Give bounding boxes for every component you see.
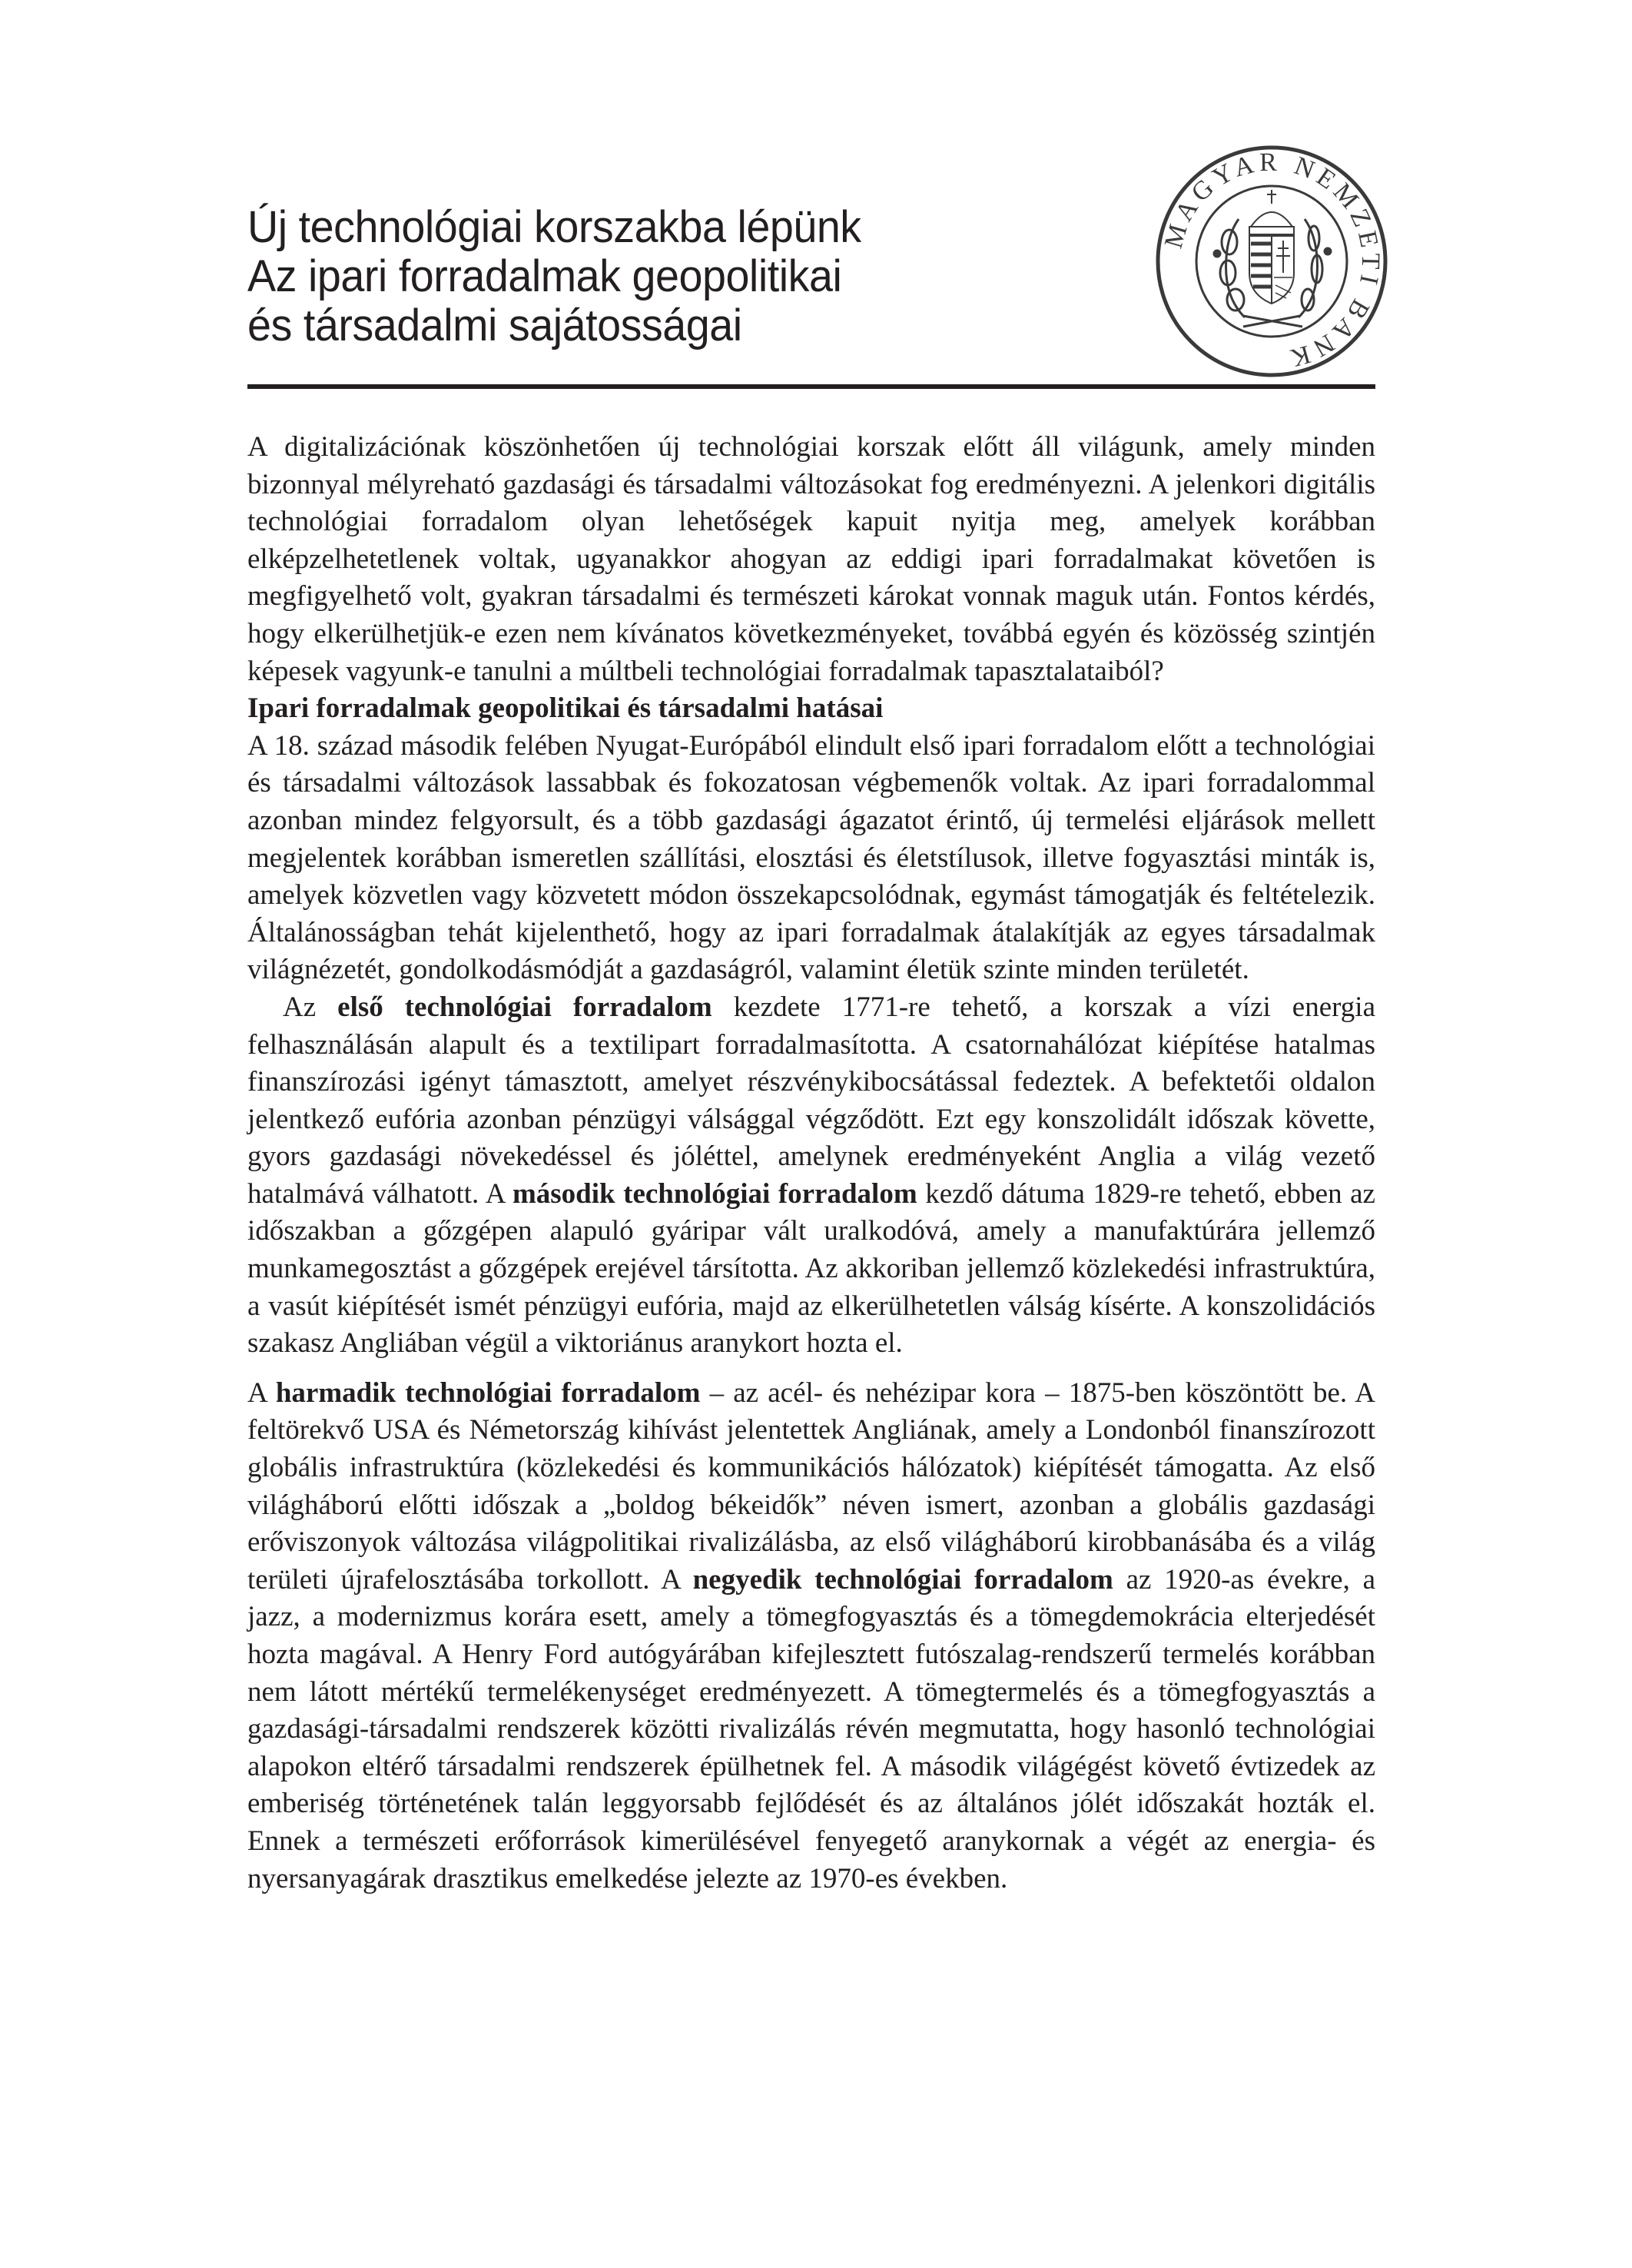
mnb-seal-logo-icon (1153, 142, 1391, 380)
text-run: Az (283, 991, 338, 1023)
page-title (247, 203, 1169, 350)
section-heading: Ipari forradalmak geopolitikai és társadalmi hatásai (247, 692, 884, 725)
text-run: – az acél- és nehézipar kora – 1875-ben köszöntött be. A feltörekvő USA és Németország kihívást jelentettek Angliának, amely a Londonból finanszírozott globális infrastruktúra (közlekedési és kommunikációs hálózatok) kiépítését támogatta. Az első világháború előtti időszak a „boldog békeidők” néven ismert, azonban a globális gazdasági erőviszonyok változása világpolitikai rivalizálásba, az első világháború kirobbanásába és a világ területi újrafelosztásába torkollott. A (247, 1376, 1376, 1596)
bold-term-second-revolution: második technológiai forradalom (512, 1177, 917, 1210)
olive-branch-icon (1299, 219, 1331, 317)
crown-icon (1249, 190, 1294, 234)
seal-ring-text: MAGYAR NEMZETI BANK (1159, 148, 1385, 374)
coat-of-arms-icon (1249, 236, 1294, 304)
body-paragraph-3 (247, 1375, 1375, 1898)
text-run: kezdő dátuma 1829-re tehető, ebben az időszakban a gőzgépen alapuló gyáripar vált uralkodóvá, amely a manufaktúrára jellemző munkamegosztást a gőzgépek erejével társította. Az akkoriban jellemző közlekedési infrastruktúra, a vasút kiépítését ismét pénzügyi eufória, majd az elkerülhetetlen válság kísérte. A konszolidációs szakasz Angliában végül a viktoriánus aranykort hozta el. (247, 1177, 1375, 1360)
text-run: A (247, 1376, 276, 1409)
title-line-3: és társadalmi sajátosságai (247, 301, 742, 350)
bold-term-third-revolution: harmadik technológiai forradalom (275, 1376, 701, 1409)
text-run: az 1920-as évekre, a jazz, a modernizmus korára esett, amely a tömegfogyasztás és a tömegdemokrácia elterjedését hozta magával. A Henry Ford autógyárában kifejlesztett futószalag-rendszerű termelés korábban nem látott mértékű termelékenységet eredményezett. A tömegtermelés és a tömegfogyasztás a gazdasági-társadalmi rendszerek közötti rivalizálás révén megmutatta, hogy hasonló technológiai alapokon eltérő társadalmi rendszerek épülhetnek fel. A második világégést követő évtizedek az emberiség történetének talán leggyorsabb fejlődését és az általános jólét időszakát hozták el. Ennek a természeti erőforrások kimerülésével fenyegető aranykornak a végét az energia- és nyersanyagárak drasztikus emelkedése jelezte az 1970-es években. (247, 1563, 1375, 1894)
title-line-1: Új technológiai korszakba lépünk (247, 202, 861, 252)
bold-term-first-revolution: első technológiai forradalom (337, 991, 712, 1023)
title-divider (247, 384, 1375, 389)
title-line-2: Az ipari forradalmak geopolitikai (247, 251, 842, 301)
oak-branch-icon (1214, 219, 1245, 317)
intro-paragraph: A digitalizációnak köszönhetően új technológiai korszak előtt áll világunk, amely minden bizonnyal mélyreható gazdasági és társadalmi változásokat fog eredményezni. A jelenkori digitális technológiai forradalom olyan lehetőségek kapuit nyitja meg, amelyek korábban elképzelhetetlenek voltak, ugyanakkor ahogyan az eddigi ipari forradalmakat követően is megfigyelhető volt, gyakran társadalmi és természeti károkat vonnak maguk után. Fontos kérdés, hogy elkerülhetjük-e ezen nem kívánatos következményeket, továbbá egyén és közösség szintjén képesek vagyunk-e tanulni a múltbeli technológiai forradalmak tapasztalataiból? (247, 431, 1375, 687)
body-paragraph-2 (247, 989, 1375, 1363)
text-run: kezdete 1771-re tehető, a korszak a vízi energia felhasználásán alapult és a textilipart forradalmasította. A csatornahálózat kiépítése hatalmas finanszírozási igényt támasztott, amelyet részvénykibocsátással fedeztek. A befektetői oldalon jelentkező eufória azonban pénzügyi válsággal végződött. Ezt egy konszolidált időszak követte, gyors gazdasági növekedéssel és jóléttel, amelynek eredményeként Anglia a világ vezető hatalmává válhatott. A (247, 991, 1375, 1210)
bold-term-fourth-revolution: negyedik technológiai forradalom (692, 1563, 1113, 1596)
body-paragraph-1: A 18. század második felében Nyugat-Európából elindult első ipari forradalom előtt a technológiai és társadalmi változások lassabbak és fokozatosan végbemenők voltak. Az ipari forradalommal azonban mindez felgyorsult, és a több gazdasági ágazatot érintő, új termelési eljárások mellett megjelentek korábban ismeretlen szállítási, elosztási és életstílusok, illetve fogyasztási minták is, amelyek közvetlen vagy közvetett módon összekapcsolódnak, egymást támogatják és feltételezik. Általánosságban tehát kijelenthető, hogy az ipari forradalmak átalakítják az egyes társadalmak világnézetét, gondolkodásmódját a gazdaságról, valamint életük szinte minden területét. (247, 729, 1375, 986)
article-body (247, 429, 1375, 1898)
